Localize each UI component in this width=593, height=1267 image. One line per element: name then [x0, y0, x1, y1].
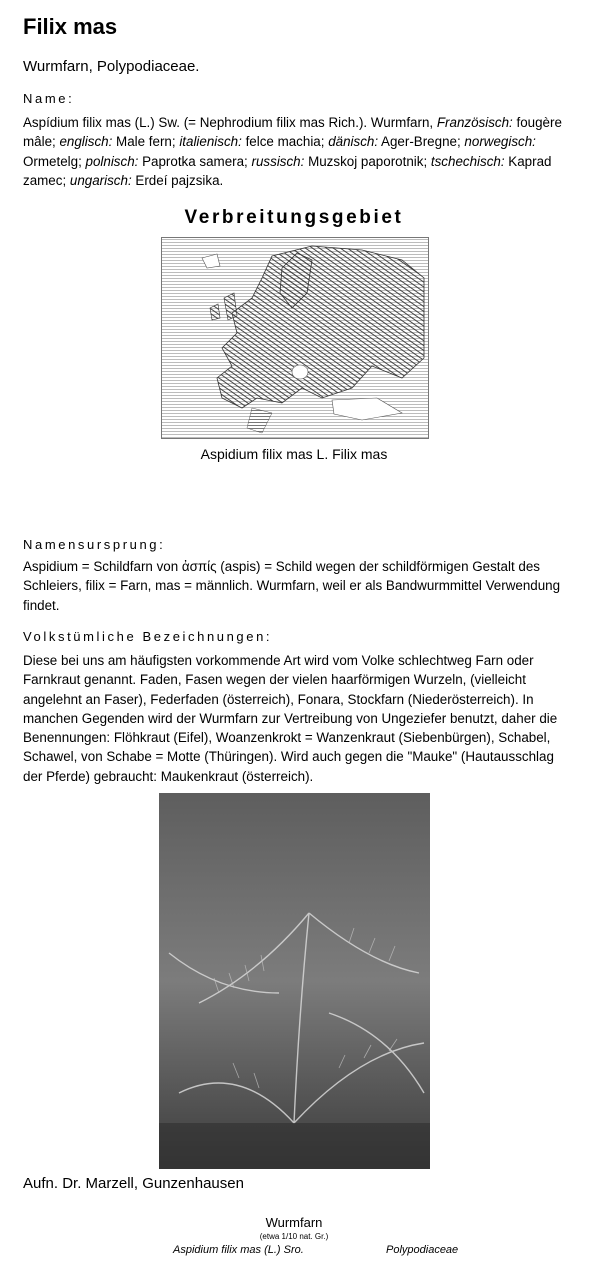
- name-text: Male fern;: [112, 134, 180, 150]
- distribution-map: [161, 237, 429, 439]
- name-text: Kaprad zamec;: [23, 153, 552, 188]
- fern-photo-image: [159, 793, 430, 1169]
- language-label: russisch:: [251, 153, 305, 169]
- language-label: polnisch:: [85, 153, 139, 169]
- name-text: Muzskoj paporotnik;: [304, 153, 431, 169]
- language-label: tschechisch:: [430, 153, 505, 169]
- europe-map-image: [162, 238, 428, 438]
- name-text: Ormetelg;: [23, 153, 86, 169]
- name-text: Paprotka samera;: [138, 153, 252, 169]
- map-caption: Aspidium filix mas L. Filix mas: [200, 446, 388, 462]
- name-text: Aspídium filix mas (L.) Sw. (= Nephrodium filix mas Rich.). Wurmfarn,: [23, 115, 437, 130]
- origin-heading: Namensursprung:: [23, 537, 166, 552]
- map-title: Verbreitungsgebiet: [184, 207, 404, 228]
- footer-latin-name: Aspidium filix mas (L.) Sro.: [173, 1244, 304, 1256]
- language-label: italienisch:: [179, 134, 242, 150]
- language-label: englisch:: [59, 134, 113, 150]
- folk-heading: Volkstümliche Bezeichnungen:: [23, 629, 273, 644]
- language-label: ungarisch:: [69, 172, 132, 188]
- footer-common-name: Wurmfarn: [265, 1215, 323, 1230]
- name-text: felce machia;: [241, 134, 329, 150]
- language-label: Französisch:: [436, 115, 513, 130]
- name-text: Erdeí pajzsika.: [131, 172, 224, 188]
- page-title: Filix mas: [23, 14, 118, 39]
- page-subtitle: Wurmfarn, Polypodiaceae.: [23, 58, 200, 75]
- folk-paragraph: Diese bei uns am häufigsten vorkommende Art wird vom Volke schlechtweg Farn oder Farnkraut genannt. Faden, Fasen wegen der vielen haarförmigen Wurzeln, (vielleicht angelehnt an Faser), Federfaden (österreich), Fonara, Stockfarn (Niederösterreich). In manchen Gegenden wird der Wurmfarn zur Vertreibung von Ungeziefer benutzt, daher die Benennungen: Flöhkraut (Eifel), Woanzenkrokt = Wanzenkraut (Siebenbürgen), Schabel, Schawel, von Schabe = Motte (Thüringen). Wird auch gegen die "Mauke" (Hautausschlag der Pferde) gebraucht: Maukenkraut (österreich).: [23, 653, 558, 784]
- fern-photo: [159, 793, 430, 1169]
- language-label: norwegisch:: [464, 134, 536, 150]
- name-text: fougère mâle;: [23, 115, 562, 150]
- footer-family: Polypodiaceae: [386, 1244, 459, 1256]
- name-heading: Name:: [23, 91, 75, 106]
- footer-scale: (etwa 1/10 nat. Gr.): [259, 1232, 329, 1241]
- name-paragraph: [23, 113, 571, 190]
- language-label: dänisch:: [328, 134, 379, 150]
- photo-credit: Aufn. Dr. Marzell, Gunzenhausen: [23, 1175, 244, 1192]
- name-text: Ager-Bregne;: [378, 134, 465, 150]
- origin-paragraph: Aspidium = Schildfarn von ἀσπίς (aspis) = Schild wegen der schildförmigen Gestalt des Schleiers, filix = Farn, mas = männlich. Wurmfarn, weil er als Bandwurmmittel Verwendung findet.: [23, 559, 561, 613]
